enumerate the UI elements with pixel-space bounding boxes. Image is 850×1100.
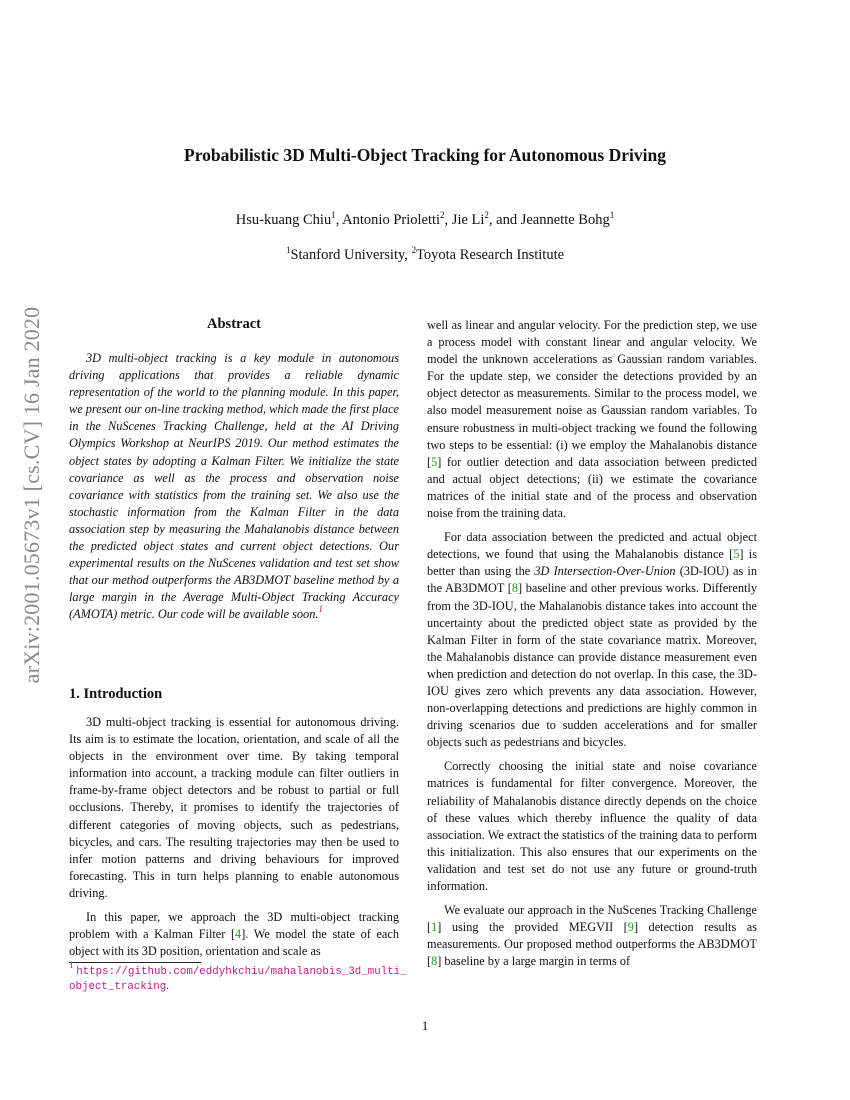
- paper-title: Probabilistic 3D Multi-Object Tracking for Autonomous Driving: [184, 145, 666, 165]
- author-name: Hsu-kuang Chiu: [235, 212, 332, 228]
- abstract-text: 3D multi-object tracking is a key module in autonomous driving applications that provides a reliable dynamic representation of the world to the planning module. In this paper, we present our on-line tracking method, which made the first place in the NuScenes Tracking Challenge, held at the AI Driving Olympics Workshop at NeurIPS 2019. Our method estimates the object states by adopting a Kalman Filter. We initialize the state covariance as well as the process and observation noise covariance with statistics from the training set. We also use the stochastic information from the Kalman Filter in the data association step by measuring the Mahalanobis distance between the predicted object states and current object detections. Our experimental results on the NuScenes validation and test set show that our method outperforms the AB3DMOT baseline method by a large margin in the Average Multi-Object Tracking Accuracy (AMOTA) metric. Our code will be available soon.: [69, 351, 399, 622]
- citation-link[interactable]: 5: [431, 454, 438, 469]
- affiliation: Stanford University,: [290, 247, 412, 263]
- citation-link[interactable]: 8: [431, 954, 438, 969]
- abstract-body: [69, 350, 399, 624]
- arxiv-stamp: [12, 300, 52, 690]
- intro-column: [69, 714, 399, 967]
- author-affil-mark: 2: [440, 210, 445, 220]
- affiliations: [0, 247, 850, 264]
- right-paragraph-1: [427, 317, 757, 522]
- text-span: ] is better than using the: [427, 547, 758, 579]
- right-column: [427, 317, 757, 977]
- text-span: .: [166, 980, 169, 992]
- right-paragraph-4: [427, 902, 757, 970]
- text-span: ] using the provided MEGVII [: [437, 920, 628, 935]
- text-span: In this paper, we approach the 3D multi-object tracking problem with a Kalman Filter [: [69, 910, 399, 942]
- text-span: (3D-IOU) as in the AB3DMOT [: [427, 564, 757, 596]
- citation-link[interactable]: 1: [431, 920, 438, 935]
- author-name: , Antonio Prioletti: [335, 212, 441, 228]
- text-span: ]. We model the state of each object with its 3D position, orientation and scale as: [69, 927, 399, 959]
- author-affil-mark: 1: [331, 210, 336, 220]
- code-url-link[interactable]: https://github.com/eddyhkchiu/mahalanobis_3d_multi_object_tracking: [69, 966, 407, 993]
- abstract-heading: Abstract: [207, 316, 261, 332]
- citation-link[interactable]: 9: [627, 920, 634, 935]
- text-span: ] baseline by a large margin in terms of: [437, 954, 631, 969]
- footnote-mark[interactable]: 1: [318, 604, 323, 615]
- text-span: 3D Intersection-Over-Union: [534, 564, 676, 579]
- citation-link[interactable]: 5: [733, 547, 740, 562]
- affil-mark: 1: [285, 245, 291, 255]
- citation-link[interactable]: 4: [235, 927, 242, 942]
- right-paragraph-3: Correctly choosing the initial state and noise covariance matrices is fundamental for filter convergence. Moreover, the reliability of Mahalanobis distance directly depends on the choice of these values which thereby influence the quality of data association. We extract the statistics of the training data to perform this initialization. This also ensures that our experiments on the validation and test set do not use any future or ground-truth information.: [427, 759, 757, 893]
- intro-paragraph-2: [69, 909, 399, 960]
- affiliation: Toyota Research Institute: [416, 247, 565, 263]
- text-span: ] detection results as measurements. Our proposed method outperforms the AB3DMOT [: [427, 920, 757, 969]
- text-span: For data association between the predicted and actual object detections, we found that using the Mahalanobis distance [: [427, 530, 757, 562]
- author-affil-mark: 2: [484, 210, 489, 220]
- author-name: , Jie Li: [444, 212, 485, 228]
- footnote-divider: [69, 962, 201, 963]
- page-number: 1: [421, 1018, 429, 1033]
- text-span: ] for outlier detection and data association between predicted and actual object detections; (ii) we estimate the covariance matrices of the initial state and of the process and observation noise from the training data.: [427, 454, 757, 521]
- author-name: , and Jeannette Bohg: [488, 212, 610, 228]
- text-span: well as linear and angular velocity. For the prediction step, we use a process model with constant linear and angular velocity. We model the unknown accelerations as Gaussian random variables. For the update step, we consider the detections provided by an object detector as measurements. Similar to the process model, we also model measurement noise as Gaussian random variables. To ensure robustness in multi-object tracking we found the following two steps to be essential: (i) we employ the Mahalanobis distance [: [427, 318, 757, 469]
- affil-mark: 2: [411, 245, 417, 255]
- text-span: We evaluate our approach in the NuScenes Tracking Challenge [: [427, 903, 757, 935]
- section-heading-introduction: 1. Introduction: [69, 686, 163, 702]
- footnote: [69, 960, 409, 994]
- arxiv-stamp-text: arXiv:2001.05673v1 [cs.CV] 16 Jan 2020: [19, 306, 44, 684]
- citation-link[interactable]: 8: [511, 581, 519, 596]
- text-span: ] baseline and other previous works. Differently from the 3D-IOU, the Mahalanobis distance takes into account the uncertainty about the predicted object state as provided by the Kalman Filter in form of the state covariance matrix. Moreover, the Mahalanobis distance can provide distance measurement even when prediction and detection do not overlap. In this case, the 3D-IOU gives zero which prevents any data association. However, non-overlapping detections and predictions are highly common in driving scenarios due to sudden accelerations and for smaller objects such as pedestrians and bicycles.: [427, 581, 757, 750]
- intro-paragraph-1: 3D multi-object tracking is essential for autonomous driving. Its aim is to estimate the location, orientation, and scale of all the objects in the environment over time. By taking temporal information into account, a tracking module can filter outliers in frame-by-frame object detectors and be robust to partial or full occlusions. Thereby, it promises to identify the trajectories of different categories of moving objects, such as pedestrians, bicycles, and cars. The resulting trajectories may then be used to infer motion patterns and driving behaviours for improved forecasting. This in turn helps planning to enable autonomous driving.: [69, 715, 399, 900]
- footnote-number: 1: [69, 960, 74, 970]
- right-paragraph-2: [427, 529, 757, 751]
- author-list: [0, 212, 850, 229]
- author-affil-mark: 1: [609, 210, 615, 220]
